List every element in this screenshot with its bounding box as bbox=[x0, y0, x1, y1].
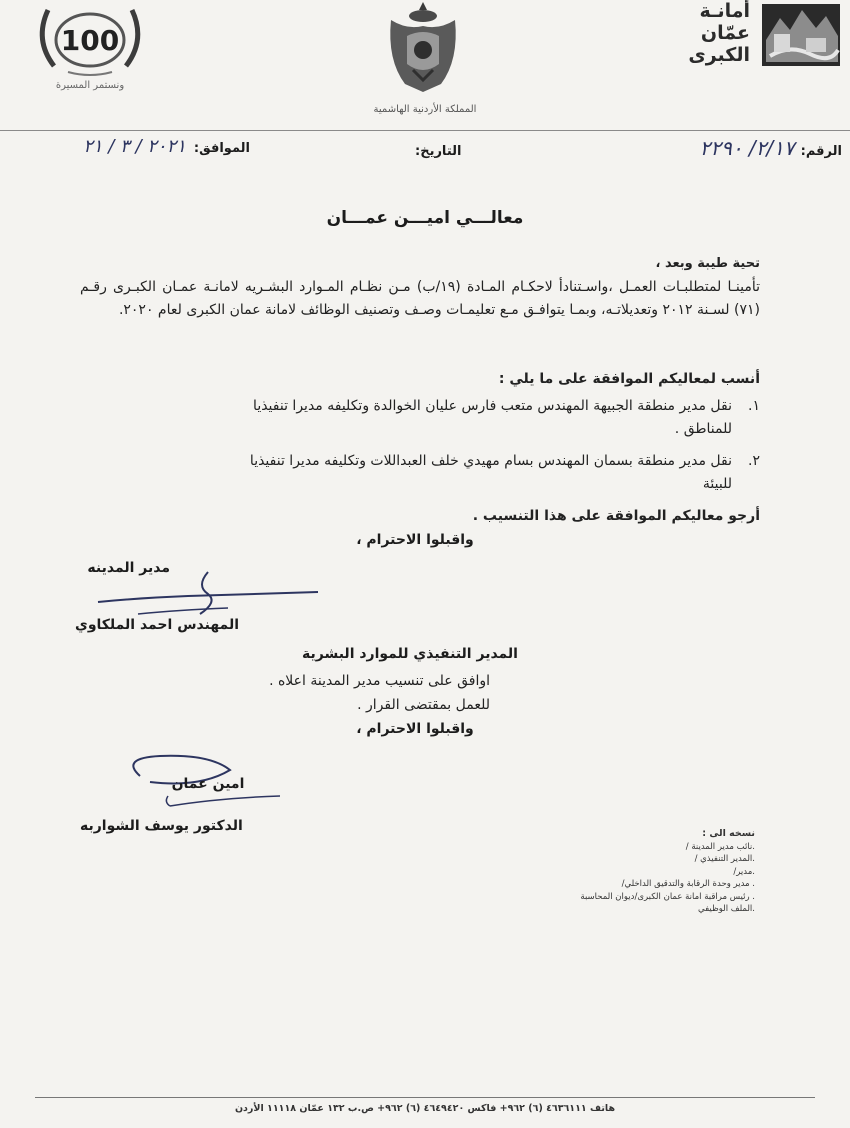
letter-item-number: ١. bbox=[748, 398, 760, 414]
amman-logo-line: عمّان bbox=[700, 22, 750, 44]
amman-emblem-icon bbox=[760, 0, 842, 70]
copies-list bbox=[495, 828, 755, 916]
letter-closing-2: واقبلوا الاحترام ، bbox=[356, 721, 474, 737]
copies-item: . رئيس مراقبة امانة عمان الكبرى/ديوان المحاسبة bbox=[580, 891, 755, 902]
letter-greeting: تحية طيبة وبعد ، bbox=[655, 256, 760, 271]
footer-divider bbox=[35, 1097, 815, 1098]
copies-item: .مدير/ bbox=[733, 866, 755, 877]
reference-divider bbox=[0, 130, 850, 131]
hashemite-crest-icon bbox=[383, 0, 463, 96]
reference-number bbox=[700, 136, 842, 160]
signature1-name: المهندس احمد الملكاوي bbox=[75, 617, 240, 633]
copies-item: .الملف الوظيفي bbox=[698, 904, 755, 914]
centennial-number: 100 bbox=[60, 24, 120, 57]
letter-addressee: معالـــي اميـــن عمـــان bbox=[326, 208, 524, 228]
copies-item: .المدير التنفيذي / bbox=[694, 854, 755, 864]
amman-municipality-logo bbox=[672, 0, 842, 90]
amman-logo-line: أمانـة bbox=[699, 0, 750, 22]
reference-corresponding-value: ٢٠٢١ / ٣ / ٢١ bbox=[83, 136, 186, 157]
signature2-name: الدكتور يوسف الشواربه bbox=[80, 818, 243, 834]
reference-number-label: الرقم: bbox=[800, 144, 842, 159]
letter-item-line: نقل مدير منطقة الجبيهة المهندس متعب فارس عليان الخوالدة وتكليفه مديرا تنفيذيا bbox=[253, 398, 732, 414]
approval-line: للعمل بمقتضى القرار . bbox=[357, 697, 490, 713]
letter-recommend-line: أنسب لمعاليكم الموافقة على ما يلي : bbox=[498, 371, 760, 387]
reference-corresponding-label: الموافق: bbox=[193, 141, 250, 156]
letter-item-line: نقل مدير منطقة بسمان المهندس بسام مهيدي خلف العبداللات وتكليفه مديرا تنفيذيا bbox=[249, 453, 732, 469]
reference-date bbox=[415, 140, 461, 159]
signature-mark-icon bbox=[78, 562, 318, 622]
amman-logo-line: الكبرى bbox=[688, 44, 750, 66]
centennial-emblem-icon bbox=[30, 0, 150, 80]
reference-corresponding bbox=[8, 136, 250, 157]
letter-request-line: أرجو معاليكم الموافقة على هذا التنسيب . bbox=[472, 508, 760, 524]
letter-paragraph: تأمينـا لمتطلبـات العمـل ،واسـتنادأ لاحكـام المـادة (١٩/ب) مـن نظـام المـوارد البشـريه لامانـة عمـان الكبـرى رقـم (٧١) لسـنة ٢٠١٢ وتعديلاتـه، وبمـا يتوافـق مـع تعليمـات وصـف وتصنيف الوظائف لامانة عمان الكبرى لعام ٢٠٢٠. bbox=[80, 279, 760, 318]
letter-item-line: للمناطق . bbox=[674, 421, 732, 437]
letter-item bbox=[80, 450, 760, 496]
signature2-title: امين عمان bbox=[171, 776, 245, 792]
letter-closing: واقبلوا الاحترام ، bbox=[356, 532, 474, 548]
footer-contact: هاتف ٤٦٣٦١١١ (٦) ٩٦٢+ فاكس ٤٦٤٩٤٢٠ (٦) ٩٦٢+ ص.ب ١٣٢ عمّان ١١١١٨ الأردن bbox=[234, 1103, 616, 1114]
copies-heading: نسخه الى : bbox=[702, 828, 755, 839]
executive-hr-title: المدير التنفيذي للموارد البشرية bbox=[302, 646, 518, 662]
letter-item-number: ٢. bbox=[748, 453, 760, 469]
copies-item: .نائب مدير المدينة / bbox=[685, 841, 755, 852]
letter-item bbox=[80, 395, 760, 441]
approval-line: اوافق على تنسيب مدير المدينة اعلاه . bbox=[269, 673, 490, 689]
reference-number-value: ٢/١٧/ ٢٢٩٠ bbox=[699, 136, 795, 160]
copies-item: . مدير وحدة الرقابة والتدقيق الداخلي/ bbox=[621, 879, 755, 889]
reference-date-label: التاريخ: bbox=[415, 144, 462, 159]
centennial-logo bbox=[30, 0, 150, 90]
centennial-slogan: ونستمر المسيرة bbox=[55, 80, 125, 91]
letter-item-line: للبيئة bbox=[702, 476, 732, 492]
amman-logo-text bbox=[670, 0, 750, 66]
crest-caption: المملكة الأردنية الهاشمية bbox=[373, 104, 477, 115]
signature1-title: مدير المدينه bbox=[87, 560, 170, 576]
